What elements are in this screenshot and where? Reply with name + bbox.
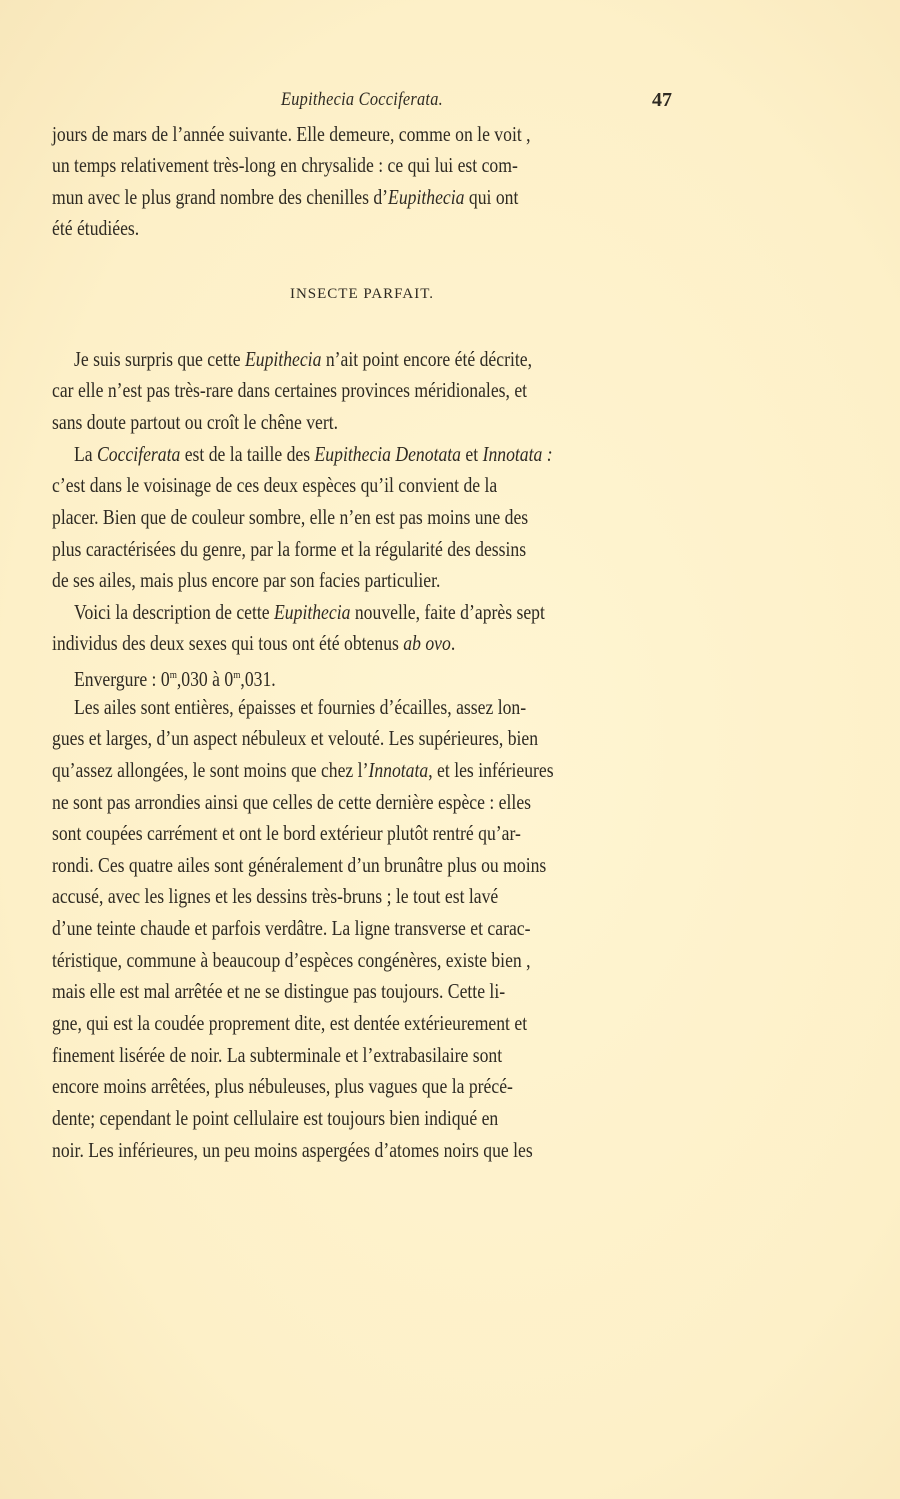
- text-span: et: [461, 442, 483, 466]
- wingspan-max-decimal: ,031.: [240, 667, 276, 691]
- text-line: encore moins arrêtées, plus nébuleuses, plus vagues que la précé-: [52, 1074, 513, 1098]
- unit-superscript: m: [233, 669, 241, 681]
- text-line: dente; cependant le point cellulaire est toujours bien indiqué en: [52, 1106, 499, 1130]
- text-line: [52, 182, 657, 212]
- text-line: sans doute partout ou croît le chêne vert.: [52, 410, 339, 434]
- text-line: c’est dans le voisinage de ces deux espèces qu’il convient de la: [52, 473, 498, 497]
- running-title: Eupithecia Cocciferata.: [280, 89, 444, 110]
- running-head: [52, 86, 672, 114]
- text-line: [74, 439, 679, 469]
- italic-taxon: Innotata :: [482, 442, 553, 466]
- wingspan-line: [74, 660, 679, 690]
- text-line: [74, 597, 679, 627]
- text-line: [74, 344, 679, 374]
- text-line: finement lisérée de noir. La subterminale et l’extrabasilaire sont: [52, 1043, 503, 1067]
- text-line: gne, qui est la coudée proprement dite, est dentée extérieurement et: [52, 1011, 528, 1035]
- text-line: [52, 755, 657, 785]
- wingspan-min: 0: [160, 667, 170, 691]
- wingspan-min-decimal: ,030: [176, 667, 208, 691]
- text-line: plus caractérisées du genre, par la forme et la régularité des dessins: [52, 537, 527, 561]
- italic-phrase: ab ovo: [403, 631, 451, 655]
- text-line: car elle n’est pas très-rare dans certaines provinces méridionales, et: [52, 378, 528, 402]
- section-heading: INSECTE PARFAIT.: [289, 286, 435, 302]
- text-line: noir. Les inférieures, un peu moins aspergées d’atomes noirs que les: [52, 1138, 533, 1162]
- text-line: été étudiées.: [52, 216, 140, 240]
- text-line: d’une teinte chaude et parfois verdâtre. La ligne transverse et carac-: [52, 916, 531, 940]
- text-span: est de la taille des: [180, 442, 315, 466]
- text-line: placer. Bien que de couleur sombre, elle n’en est pas moins une des: [52, 505, 529, 529]
- italic-taxon: Innotata: [368, 758, 429, 782]
- italic-taxon: Eupithecia: [388, 185, 465, 209]
- text-line: gues et larges, d’un aspect nébuleux et velouté. Les supérieures, bien: [52, 726, 539, 750]
- text-span: qui ont: [464, 185, 519, 209]
- text-line: jours de mars de l’année suivante. Elle demeure, comme on le voit ,: [52, 122, 531, 146]
- unit-superscript: m: [169, 669, 177, 681]
- text-span: Je suis surpris que cette: [74, 347, 245, 371]
- text-line: rondi. Ces quatre ailes sont généralement d’un brunâtre plus ou moins: [52, 853, 547, 877]
- connector: à: [207, 667, 225, 691]
- text-line: de ses ailes, mais plus encore par son facies particulier.: [52, 568, 441, 592]
- text-span: qu’assez allongées, le sont moins que chez l’: [52, 758, 369, 782]
- italic-taxon: Eupithecia: [244, 347, 322, 371]
- text-line: [52, 628, 657, 658]
- text-span: individus des deux sexes qui tous ont été obtenus: [52, 631, 404, 655]
- text-span: , et les inférieures: [428, 758, 554, 782]
- text-line: accusé, avec les lignes et les dessins très-bruns ; le tout est lavé: [52, 884, 499, 908]
- italic-taxon: Eupithecia Denotata: [314, 442, 462, 466]
- wingspan-max: 0: [224, 667, 234, 691]
- italic-taxon: Cocciferata: [97, 442, 181, 466]
- text-line: mais elle est mal arrêtée et ne se distingue pas toujours. Cette li-: [52, 979, 506, 1003]
- text-line: sont coupées carrément et ont le bord extérieur plutôt rentré qu’ar-: [52, 821, 521, 845]
- italic-taxon: Eupithecia: [274, 600, 351, 624]
- text-span: nouvelle, faite d’après sept: [350, 600, 545, 624]
- text-span: La: [74, 442, 98, 466]
- wingspan-label: Envergure :: [74, 667, 161, 691]
- text-span: Voici la description de cette: [74, 600, 275, 624]
- text-line: ne sont pas arrondies ainsi que celles de cette dernière espèce : elles: [52, 790, 532, 814]
- text-line: un temps relativement très-long en chrysalide : ce qui lui est com-: [52, 153, 518, 177]
- text-span: mun avec le plus grand nombre des chenilles d’: [52, 185, 389, 209]
- text-line: Les ailes sont entières, épaisses et fournies d’écailles, assez lon-: [74, 695, 527, 719]
- text-line: téristique, commune à beaucoup d’espèces congénères, existe bien ,: [52, 948, 531, 972]
- text-span: .: [450, 631, 456, 655]
- page-number: 47: [652, 89, 672, 111]
- text-span: n’ait point encore été décrite,: [321, 347, 533, 371]
